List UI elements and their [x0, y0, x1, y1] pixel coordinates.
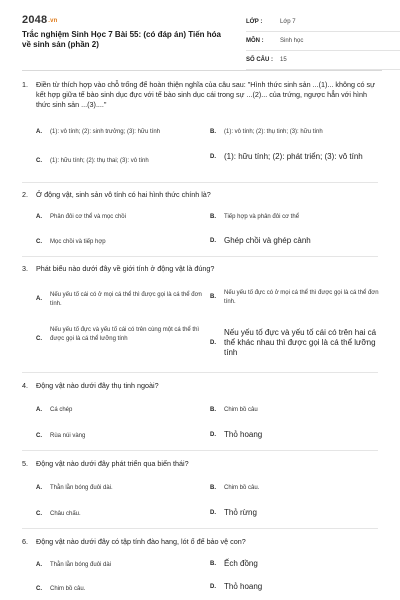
- option-a[interactable]: [36, 128, 196, 137]
- question-2: [22, 190, 382, 200]
- option-text: (1): hữu tính; (2): thụ thai; (3): vô tính: [50, 158, 149, 164]
- question-number: 6.: [22, 537, 28, 546]
- option-letter: C.: [36, 511, 42, 517]
- question-stem: [22, 381, 382, 391]
- question-number: 2.: [22, 190, 28, 199]
- meta-value: Sinh học: [280, 38, 304, 44]
- option-b[interactable]: [210, 559, 382, 569]
- meta-row-class: [246, 16, 400, 32]
- question-stem: [22, 80, 382, 110]
- question-text: Động vật nào dưới đây thụ tinh ngoài?: [36, 381, 159, 390]
- question-text: Ở động vật, sinh sản vô tính có hai hình thức chính là?: [36, 190, 211, 199]
- option-d[interactable]: [210, 430, 382, 440]
- logo-suffix: .vn: [48, 18, 58, 24]
- question-text: Động vật nào dưới đây có tập tính đào hang, lót ổ để bảo vệ con?: [36, 537, 246, 546]
- option-d[interactable]: [210, 328, 382, 358]
- option-text: Ếch đồng: [224, 559, 258, 568]
- divider: [22, 528, 378, 529]
- option-text: (1): vô tính; (2): thụ tinh; (3): hữu tính: [224, 129, 323, 135]
- option-c[interactable]: [36, 432, 196, 441]
- page-title: Trắc nghiệm Sinh Học 7 Bài 55: (có đáp án) Tiến hóa về sinh sản (phần 2): [22, 30, 222, 49]
- divider: [22, 182, 378, 183]
- option-c[interactable]: [36, 157, 196, 166]
- meta-row-count: [246, 54, 400, 70]
- question-number: 1.: [22, 80, 28, 89]
- option-text: Nếu yếu tố đực có ở mọi cá thể thì được gọi là cá thể đơn tính.: [224, 290, 379, 305]
- option-letter: C.: [36, 433, 42, 439]
- option-d[interactable]: [210, 508, 382, 518]
- option-text: Ghép chồi và ghép cành: [224, 236, 311, 245]
- option-text: Tiếp hợp và phân đôi cơ thể: [224, 214, 300, 220]
- meta-label: SỐ CÂU :: [246, 57, 273, 63]
- option-letter: C.: [36, 158, 42, 164]
- question-5: [22, 459, 382, 469]
- option-b[interactable]: [210, 484, 380, 493]
- option-text: Chim bồ câu: [224, 407, 258, 413]
- site-logo[interactable]: [22, 14, 58, 26]
- option-a[interactable]: [36, 291, 208, 308]
- meta-label: LỚP :: [246, 19, 263, 25]
- meta-row-subject: [246, 35, 400, 51]
- option-c[interactable]: [36, 585, 196, 594]
- meta-label: MÔN :: [246, 38, 264, 44]
- question-1: [22, 80, 382, 110]
- option-letter: A.: [36, 562, 42, 568]
- option-c[interactable]: [36, 326, 208, 343]
- question-number: 3.: [22, 264, 28, 273]
- option-letter: A.: [36, 407, 42, 413]
- option-text: Phân đôi cơ thể và mọc chồi: [50, 214, 126, 220]
- divider: [22, 372, 378, 373]
- option-text: Mọc chồi và tiếp hợp: [50, 239, 106, 245]
- option-a[interactable]: [36, 561, 196, 570]
- question-number: 5.: [22, 459, 28, 468]
- option-d[interactable]: [210, 582, 382, 592]
- option-text: (1): hữu tính; (2): phát triển; (3): vô tính: [224, 152, 363, 161]
- question-text: Điền từ thích hợp vào chỗ trống để hoàn thiện nghĩa của câu sau: "Hình thức sinh sản ...(1)... không có sự kết hợp giữa tế bào sinh dục đực với tế bào sinh dục cái trong sự ...(2)... của trứng, ngược hẳn với hình thức sinh sản ...(3)....": [36, 80, 375, 109]
- option-text: Chim bồ câu.: [50, 586, 86, 592]
- option-text: Rùa núi vàng: [50, 433, 86, 439]
- option-a[interactable]: [36, 213, 196, 222]
- option-d[interactable]: [210, 236, 382, 246]
- option-text: Thằn lằn bóng đuôi dài.: [50, 485, 113, 491]
- document-header: [22, 0, 382, 71]
- option-letter: D.: [210, 584, 216, 590]
- option-letter: B.: [210, 485, 216, 491]
- option-text: Chim bồ câu.: [224, 485, 260, 491]
- option-d[interactable]: [210, 152, 382, 162]
- option-letter: A.: [36, 485, 42, 491]
- option-a[interactable]: [36, 484, 196, 493]
- option-letter: C.: [36, 586, 42, 592]
- divider: [22, 450, 378, 451]
- question-stem: [22, 459, 382, 469]
- option-letter: C.: [36, 336, 42, 342]
- option-letter: A.: [36, 129, 42, 135]
- option-text: Nếu yếu tố cái có ở mọi cá thể thì được gọi là cá thể đơn tính.: [50, 292, 202, 307]
- question-number: 4.: [22, 381, 28, 390]
- option-text: Nếu yếu tố đực và yếu tố cái có trên cùng một cá thể thì được gọi là cá thể lưỡng tính: [50, 327, 200, 342]
- option-letter: B.: [210, 561, 216, 567]
- option-letter: C.: [36, 239, 42, 245]
- option-letter: D.: [210, 340, 216, 346]
- option-b[interactable]: [210, 213, 380, 222]
- option-letter: A.: [36, 214, 42, 220]
- option-letter: B.: [210, 214, 216, 220]
- option-b[interactable]: [210, 128, 380, 137]
- option-letter: D.: [210, 432, 216, 438]
- option-letter: A.: [36, 296, 42, 302]
- option-text: (1): vô tính; (2): sinh trưởng; (3): hữu tính: [50, 129, 161, 135]
- option-letter: D.: [210, 510, 216, 516]
- option-letter: B.: [210, 407, 216, 413]
- option-text: Thỏ rừng: [224, 508, 257, 517]
- option-letter: B.: [210, 129, 216, 135]
- question-text: Phát biểu nào dưới đây về giới tính ở động vật là đúng?: [36, 264, 215, 273]
- question-text: Động vật nào dưới đây phát triển qua biến thái?: [36, 459, 189, 468]
- question-stem: [22, 537, 382, 547]
- option-text: Thỏ hoang: [224, 582, 263, 591]
- option-text: Cá chép: [50, 407, 73, 413]
- question-stem: [22, 264, 382, 274]
- question-6: [22, 537, 382, 547]
- option-a[interactable]: [36, 406, 196, 415]
- question-3: [22, 264, 382, 274]
- meta-value: Lớp 7: [280, 19, 296, 25]
- option-letter: D.: [210, 238, 216, 244]
- option-letter: B.: [210, 294, 216, 300]
- option-b[interactable]: [210, 406, 380, 415]
- question-4: [22, 381, 382, 391]
- logo-text: 2048: [22, 14, 48, 26]
- meta-value: 15: [280, 57, 287, 63]
- option-c[interactable]: [36, 510, 196, 519]
- option-text: Thằn lằn bóng đuôi dài: [50, 562, 112, 568]
- option-text: Châu chấu.: [50, 511, 81, 517]
- option-b[interactable]: [210, 289, 382, 306]
- meta-info: [246, 16, 400, 73]
- divider: [22, 256, 378, 257]
- option-text: Nếu yếu tố đực và yếu tố cái có trên hai cá thể khác nhau thì được gọi là cá thể lưỡng tính: [224, 328, 377, 357]
- option-text: Thỏ hoang: [224, 430, 263, 439]
- question-stem: [22, 190, 382, 200]
- option-letter: D.: [210, 154, 216, 160]
- option-c[interactable]: [36, 238, 196, 247]
